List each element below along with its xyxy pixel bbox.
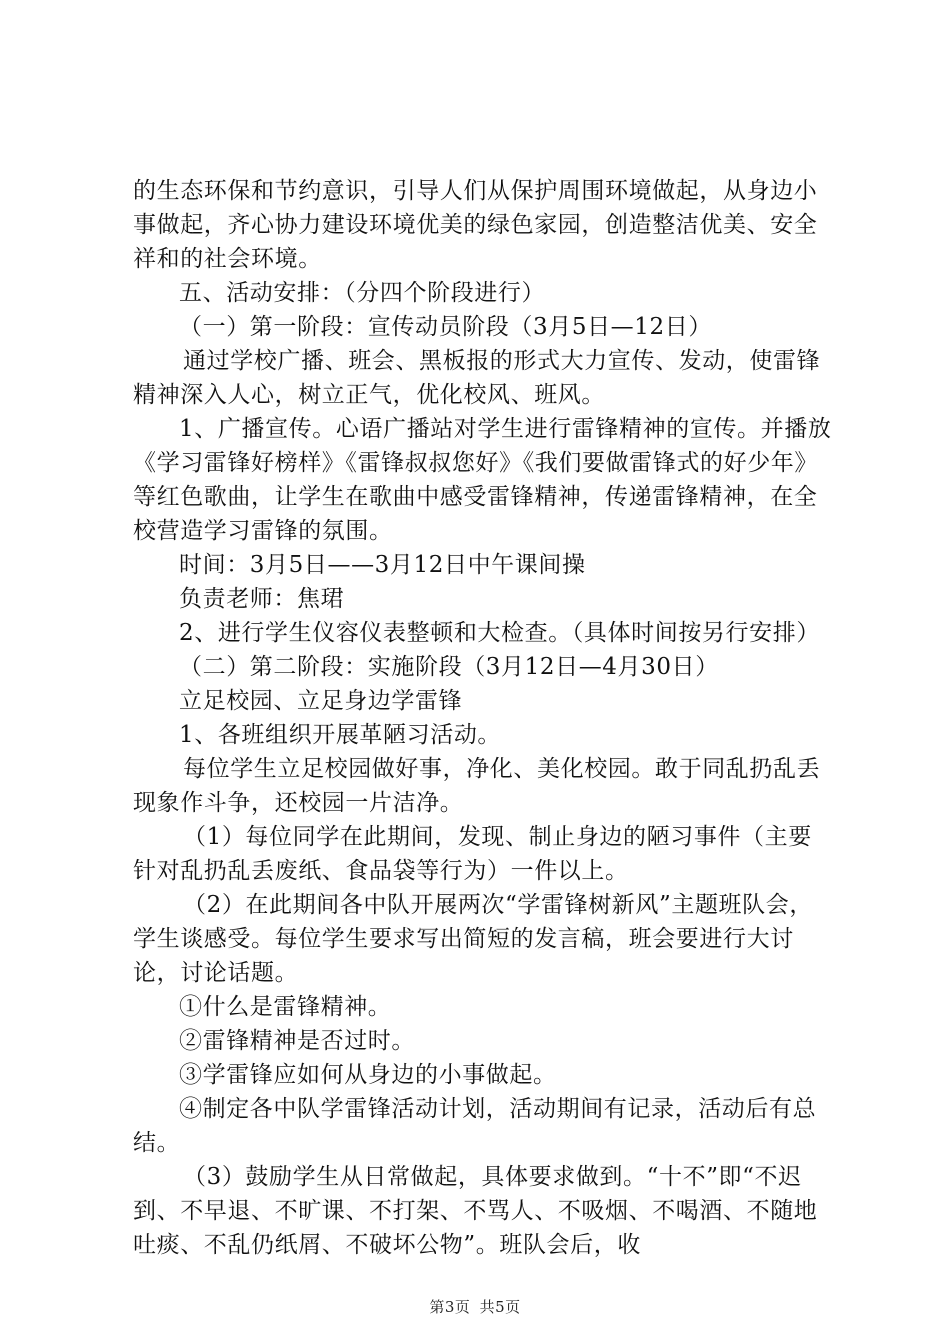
paragraph-15: ①什么是雷锋精神。 xyxy=(179,994,392,1020)
paragraph-3: （一）第一阶段：宣传动员阶段（3月5日—12日） xyxy=(179,314,712,340)
page-number: 第3页 xyxy=(429,1298,471,1316)
paragraph-18: ④制定各中队学雷锋活动计划，活动期间有记录，活动后有总结。 xyxy=(133,1096,817,1156)
paragraph-6: 时间：3月5日——3月12日中午课间操 xyxy=(179,552,586,578)
paragraph-10: 立足校园、立足身边学雷锋 xyxy=(179,688,463,714)
paragraph-1: 的生态环保和节约意识，引导人们从保护周围环境做起，从身边小事做起，齐心协力建设环境优美的绿色家园，创造整洁优美、安全祥和的社会环境。 xyxy=(133,178,818,272)
paragraph-7: 负责老师：焦珺 xyxy=(179,586,345,612)
paragraph-5: 1、广播宣传。心语广播站对学生进行雷锋精神的宣传。并播放《学习雷锋好榜样》《雷锋叔叔您好》《我们要做雷锋式的好少年》等红色歌曲，让学生在歌曲中感受雷锋精神，传递雷锋精神，在全校营造学习雷锋的氛围。 xyxy=(133,416,832,544)
paragraph-17: ③学雷锋应如何从身边的小事做起。 xyxy=(179,1062,557,1088)
paragraph-19: （3）鼓励学生从日常做起，具体要求做到。“十不”即“不迟到、不早退、不旷课、不打架、不骂人、不吸烟、不喝酒、不随地吐痰、不乱仍纸屑、不破坏公物”。班队会后，收 xyxy=(133,1164,818,1258)
paragraph-12: 每位学生立足校园做好事，净化、美化校园。敢于同乱扔乱丢现象作斗争，还校园一片洁净。 xyxy=(133,756,821,816)
paragraph-4: 通过学校广播、班会、黑板报的形式大力宣传、发动，使雷锋精神深入人心，树立正气，优化校风、班风。 xyxy=(133,348,821,408)
page-total: 共5页 xyxy=(479,1298,521,1316)
paragraph-13: （1）每位同学在此期间，发现、制止身边的陋习事件（主要针对乱扔乱丢废纸、食品袋等行为）一件以上。 xyxy=(133,824,812,884)
paragraph-11: 1、各班组织开展革陋习活动。 xyxy=(179,722,502,748)
paragraph-16: ②雷锋精神是否过时。 xyxy=(179,1028,415,1054)
document-body xyxy=(133,174,833,1262)
paragraph-14: （2）在此期间各中队开展两次“学雷锋树新风”主题班队会，学生谈感受。每位学生要求写出简短的发言稿，班会要进行大讨论，讨论话题。 xyxy=(133,892,813,986)
page-footer xyxy=(0,1296,950,1317)
paragraph-9: （二）第二阶段：实施阶段（3月12日—4月30日） xyxy=(179,654,719,680)
paragraph-8: 2、进行学生仪容仪表整顿和大检查。（具体时间按另行安排） xyxy=(179,620,820,646)
paragraph-2: 五、活动安排：（分四个阶段进行） xyxy=(179,280,546,306)
